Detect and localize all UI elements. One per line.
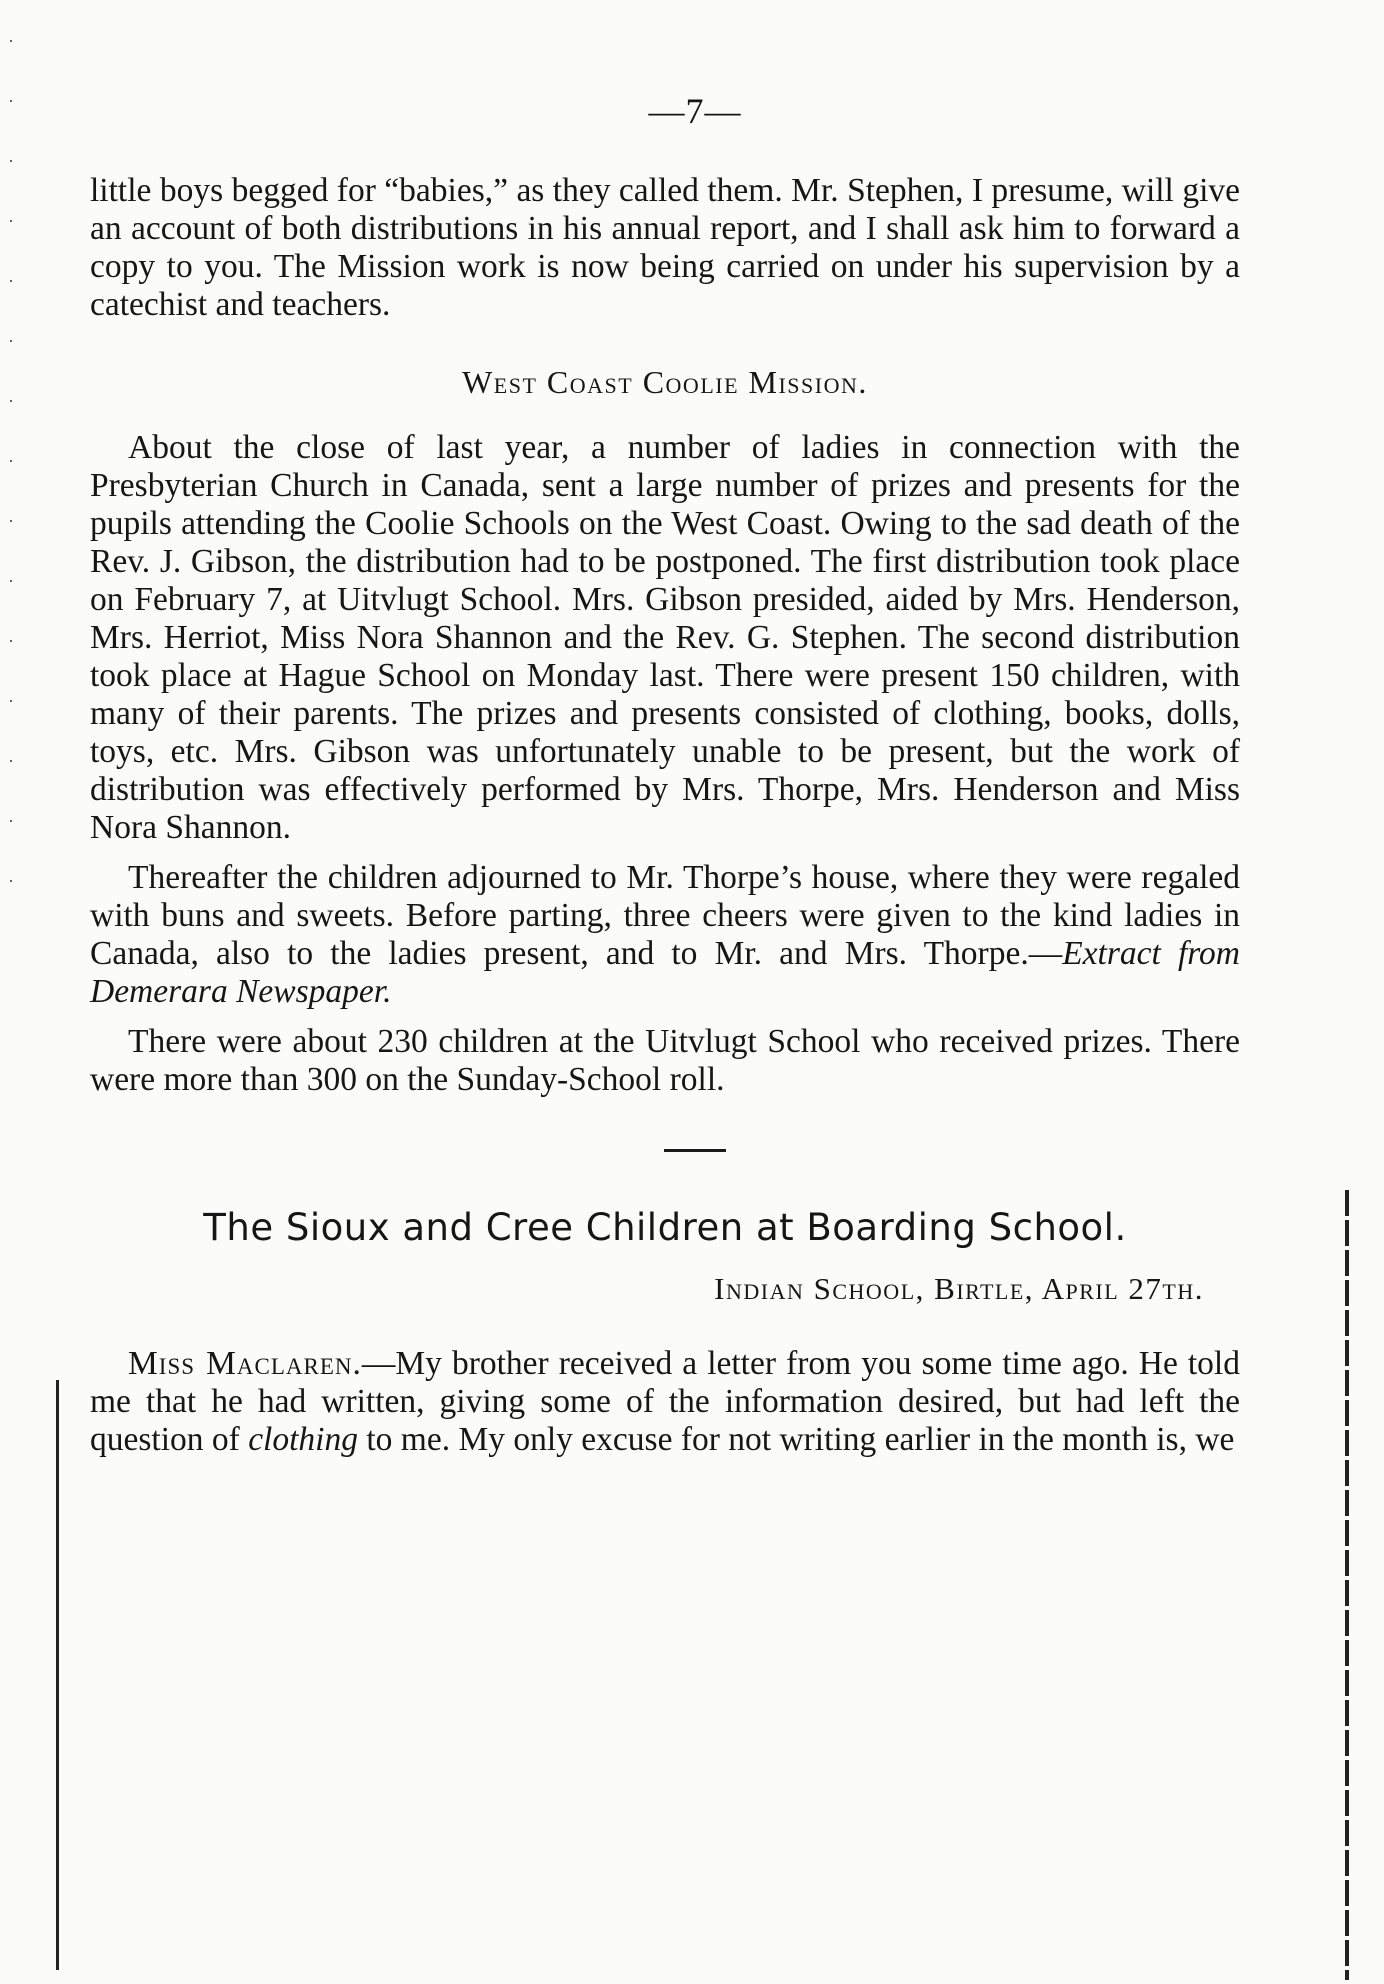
scan-gutter-marks (10, 40, 12, 940)
letter-text-start: —My brother received a letter from you some time ago. He told me that he had written, giving some of the information desired, but had left the question of (90, 1345, 1240, 1458)
letter-salutation: Miss Maclaren. (128, 1345, 362, 1382)
letter-italic-word: clothing (248, 1421, 358, 1458)
page-number: —7— (648, 91, 742, 131)
source-citation: Extract from Demerara Newspaper. (90, 935, 1240, 1010)
scan-margin-line-right (1345, 1190, 1349, 1980)
document-page (90, 60, 1240, 1960)
thereafter-text: Thereafter the children adjourned to Mr. Thorpe’s house, where they were regaled with buns and sweets. Before parting, three cheers were given to the kind ladies in Canada, also to the ladies present, and to Mr. and Mrs. Thorpe.— (90, 859, 1240, 972)
article-title: The Sioux and Cree Children at Boarding School. (203, 1206, 1127, 1249)
continued-paragraph: little boys begged for “babies,” as they called them. Mr. Stephen, I presume, will give an account of both distributions in his annual report, and I shall ask him to forward a copy to you. The Mission work is now being carried on under his supervision by a catechist and teachers. (90, 172, 1240, 323)
scan-margin-line-left (56, 1380, 59, 1970)
mission-paragraph: About the close of last year, a number of ladies in connection with the Presbyterian Church in Canada, sent a large number of prizes and presents for the pupils attending the Coolie Schools on the West Coast. Owing to the sad death of the Rev. J. Gibson, the distribution had to be postponed. The first distribution took place on February 7, at Uitvlugt School. Mrs. Gibson presided, aided by Mrs. Henderson, Mrs. Herriot, Miss Nora Shannon and the Rev. G. Stephen. The second distribution took place at Hague School on Monday last. There were present 150 children, with many of their parents. The prizes and presents consisted of clothing, books, dolls, toys, etc. Mrs. Gibson was unfortunately unable to be present, but the work of distribution was effectively performed by Mrs. Thorpe, Mrs. Henderson and Miss Nora Shannon. (90, 429, 1240, 846)
letter-text-end: to me. My only excuse for not writing earlier in the month is, we (357, 1421, 1235, 1458)
thereafter-paragraph (90, 859, 1240, 1011)
section-heading: West Coast Coolie Mission. (462, 364, 868, 400)
dateline: Indian School, Birtle, April 27th. (714, 1271, 1204, 1306)
letter-paragraph (90, 1345, 1240, 1459)
section-divider (664, 1149, 726, 1152)
closing-paragraph: There were about 230 children at the Uitvlugt School who received prizes. There were more than 300 on the Sunday-School roll. (90, 1023, 1240, 1098)
